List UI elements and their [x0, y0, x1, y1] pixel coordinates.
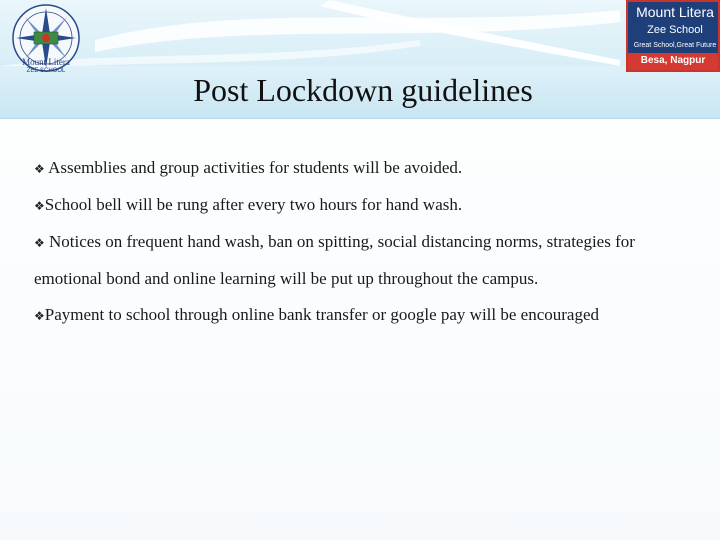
logo-right-school: Zee School [647, 24, 703, 36]
logo-right-name: Mount Litera [636, 4, 714, 20]
bullet-item-2 [34, 187, 699, 224]
slide-title: Post Lockdown guidelines [193, 72, 533, 108]
logo-left-name: Mount Litera [22, 57, 70, 67]
logo-left-sub: ZEE SCHOOL [26, 68, 66, 74]
bullet-item-4 [34, 297, 699, 334]
logo-right-location: Besa, Nagpur [640, 55, 706, 66]
bullet-text-2: School bell will be rung after every two hours for hand wash. [44, 195, 463, 214]
bullet-item-3 [34, 224, 699, 297]
diamond-bullet-icon: ❖ [34, 199, 45, 213]
diamond-bullet-icon: ❖ [34, 162, 45, 176]
bullet-text-4: Payment to school through online bank transfer or google pay will be encouraged [44, 305, 600, 324]
header-swoosh-decoration [0, 0, 720, 70]
diamond-bullet-icon: ❖ [34, 236, 45, 250]
logo-right-tagline: Great School,Great Future [633, 42, 717, 49]
bullet-item-1 [34, 150, 699, 187]
bullet-text-3: Notices on frequent hand wash, ban on spitting, social distancing norms, strategies for emotional bond and online learning will be put up throughout the campus. [34, 232, 635, 288]
school-logo-left [2, 2, 90, 80]
bullet-text-1: Assemblies and group activities for students will be avoided. [44, 158, 463, 177]
bullet-list [34, 150, 699, 334]
school-logo-right [626, 0, 720, 72]
diamond-bullet-icon: ❖ [34, 309, 45, 323]
